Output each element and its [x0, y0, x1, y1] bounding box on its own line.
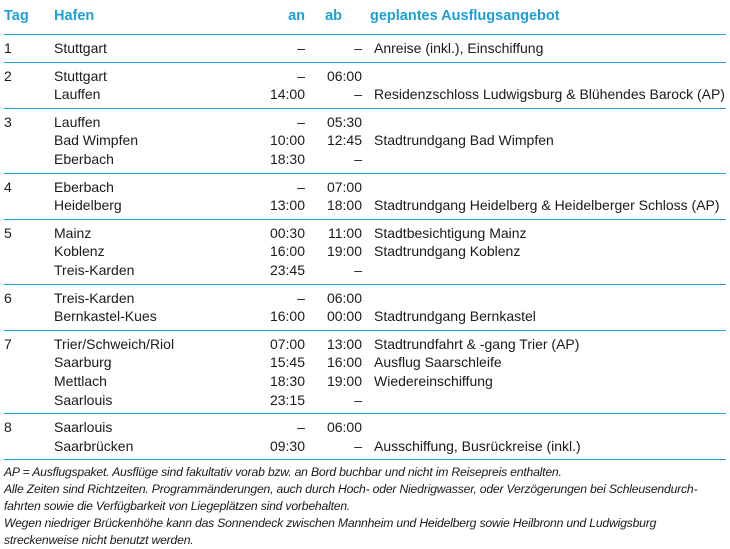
arrival-cell [254, 414, 307, 460]
departure-time: 19:00 [326, 243, 362, 260]
port-name: Mainz [54, 224, 92, 241]
port-name: Eberbach [54, 150, 114, 167]
excursion-cell [362, 108, 726, 173]
port-cell [54, 35, 254, 63]
day-number-text: 5 [4, 224, 12, 241]
arrival-time: 23:45 [269, 261, 305, 278]
departure-cell [307, 330, 362, 413]
header-ab: ab [307, 4, 362, 35]
day-number [4, 62, 54, 108]
footnote-line: fahrten sowie die Verfügbarkeit von Liegeplätzen sind vorbehalten. [4, 499, 351, 514]
excursion-text: Ausflug Saarschleife [374, 354, 502, 371]
departure-cell [307, 173, 362, 219]
day-row [4, 62, 726, 108]
departure-time: – [354, 391, 362, 408]
excursion-text: Stadtrundgang Koblenz [374, 243, 521, 260]
day-number-text: 4 [4, 178, 12, 195]
excursion-text: Stadtrundfahrt & -gang Trier (AP) [374, 335, 580, 352]
departure-time: – [354, 150, 362, 167]
departure-time: 11:00 [328, 224, 362, 241]
port-name: Mettlach [54, 372, 107, 389]
arrival-time: – [297, 40, 305, 56]
port-cell [54, 173, 254, 219]
day-row [4, 414, 726, 460]
departure-time: 13:00 [326, 335, 362, 352]
excursion-text [374, 418, 726, 437]
port-name: Trier/Schweich/Riol [54, 335, 175, 352]
header-row [4, 4, 726, 35]
arrival-time: 18:30 [269, 150, 305, 167]
departure-cell [307, 284, 362, 330]
departure-time: – [354, 40, 362, 56]
port-name: Saarbrücken [54, 437, 134, 454]
arrival-time: 07:00 [269, 335, 305, 352]
arrival-time: 15:45 [269, 354, 305, 371]
port-cell [54, 108, 254, 173]
excursion-cell [362, 173, 726, 219]
port-cell [54, 62, 254, 108]
day-row [4, 284, 726, 330]
departure-cell [307, 414, 362, 460]
port-name: Bernkastel-Kues [54, 308, 157, 325]
arrival-cell [254, 330, 307, 413]
day-number [4, 35, 54, 63]
port-name: Treis-Karden [54, 289, 135, 306]
excursion-text: Anreise (inkl.), Einschiffung [374, 40, 544, 56]
departure-time: 07:00 [326, 178, 362, 195]
header-an: an [254, 4, 307, 35]
arrival-time: 18:30 [269, 372, 305, 389]
arrival-time: – [297, 67, 305, 84]
port-name: Saarlouis [54, 391, 113, 408]
day-row [4, 108, 726, 173]
arrival-cell [254, 173, 307, 219]
header-excursion: geplantes Ausflugsangebot [362, 4, 726, 35]
port-cell [54, 284, 254, 330]
port-name: Lauffen [54, 86, 101, 103]
excursion-text: Stadtrundgang Bernkastel [374, 308, 536, 325]
day-row [4, 173, 726, 219]
day-number [4, 330, 54, 413]
departure-time: 19:00 [326, 372, 362, 389]
excursion-text [374, 391, 726, 410]
departure-time: 06:00 [326, 289, 362, 306]
day-number [4, 173, 54, 219]
arrival-time: 16:00 [269, 308, 305, 325]
excursion-cell [362, 62, 726, 108]
arrival-time: 09:30 [269, 437, 305, 454]
itinerary-table [4, 4, 726, 460]
departure-time: 00:00 [326, 308, 362, 325]
arrival-time: – [297, 113, 305, 130]
excursion-cell [362, 284, 726, 330]
port-cell [54, 414, 254, 460]
day-number-text: 3 [4, 113, 12, 130]
day-number-text: 6 [4, 289, 12, 306]
footnote-line: streckenweise nicht benutzt werden. [4, 533, 194, 548]
day-number [4, 414, 54, 460]
itinerary-body [4, 35, 726, 460]
departure-time: 18:00 [326, 197, 362, 214]
day-number-text: 1 [4, 40, 12, 56]
excursion-cell [362, 219, 726, 284]
departure-cell [307, 62, 362, 108]
departure-time: 06:00 [326, 67, 362, 84]
footnotes [4, 464, 726, 549]
header-tag: Tag [4, 4, 54, 35]
port-name: Saarburg [54, 354, 112, 371]
arrival-cell [254, 35, 307, 63]
day-number-text: 7 [4, 335, 12, 352]
arrival-time: 13:00 [269, 197, 305, 214]
day-number [4, 108, 54, 173]
excursion-text [374, 150, 726, 169]
arrival-time: 10:00 [269, 132, 305, 149]
excursion-text: Stadtrundgang Bad Wimpfen [374, 132, 554, 149]
day-row [4, 35, 726, 63]
arrival-time: – [297, 178, 305, 195]
excursion-text [374, 261, 726, 280]
day-number [4, 284, 54, 330]
arrival-cell [254, 108, 307, 173]
departure-cell [307, 35, 362, 63]
departure-time: 16:00 [326, 354, 362, 371]
excursion-text: Stadtrundgang Heidelberg & Heidelberger Schloss (AP) [374, 197, 720, 214]
arrival-time: 16:00 [269, 243, 305, 260]
footnote-line: Wegen niedriger Brückenhöhe kann das Sonnendeck zwischen Mannheim und Heidelberg sowie Heilbronn und Ludwigsburg [4, 516, 657, 531]
arrival-time: – [297, 419, 305, 436]
arrival-time: 00:30 [269, 224, 305, 241]
excursion-text [374, 289, 726, 308]
departure-time: – [354, 261, 362, 278]
departure-time: – [354, 86, 362, 103]
excursion-text [374, 113, 726, 132]
port-name: Heidelberg [54, 197, 122, 214]
day-row [4, 219, 726, 284]
day-row [4, 330, 726, 413]
port-name: Lauffen [54, 113, 101, 130]
day-number-text: 2 [4, 67, 12, 84]
departure-time: 05:30 [326, 113, 362, 130]
excursion-text: Residenzschloss Ludwigsburg & Blühendes Barock (AP) [374, 86, 725, 103]
itinerary-container [4, 4, 726, 549]
arrival-cell [254, 284, 307, 330]
port-name: Koblenz [54, 243, 105, 260]
excursion-text: Wiedereinschiffung [374, 372, 493, 389]
footnote-line: AP = Ausflugspaket. Ausflüge sind fakultativ vorab bzw. an Bord buchbar und nicht im Reisepreis enthalten. [4, 465, 562, 480]
port-cell [54, 330, 254, 413]
port-name: Treis-Karden [54, 261, 135, 278]
arrival-time: – [297, 289, 305, 306]
port-name: Eberbach [54, 178, 114, 195]
footnote-line: Alle Zeiten sind Richtzeiten. Programmänderungen, auch durch Hoch- oder Niedrigwasser, oder Verzögerungen bei Schleusendurch- [4, 482, 698, 497]
arrival-time: 14:00 [269, 86, 305, 103]
day-number [4, 219, 54, 284]
port-name: Saarlouis [54, 419, 113, 436]
port-name: Stuttgart [54, 40, 107, 56]
port-name: Bad Wimpfen [54, 132, 139, 149]
port-cell [54, 219, 254, 284]
port-name: Stuttgart [54, 67, 107, 84]
departure-time: 06:00 [326, 419, 362, 436]
excursion-text: Ausschiffung, Busrückreise (inkl.) [374, 437, 581, 454]
header-hafen: Hafen [54, 4, 254, 35]
excursion-cell [362, 35, 726, 63]
arrival-cell [254, 219, 307, 284]
day-number-text: 8 [4, 419, 12, 436]
arrival-cell [254, 62, 307, 108]
departure-cell [307, 219, 362, 284]
departure-time: 12:45 [326, 132, 362, 149]
departure-time: – [354, 437, 362, 454]
excursion-cell [362, 330, 726, 413]
excursion-cell [362, 414, 726, 460]
excursion-text [374, 178, 726, 197]
excursion-text: Stadtbesichtigung Mainz [374, 224, 527, 241]
departure-cell [307, 108, 362, 173]
arrival-time: 23:15 [269, 391, 305, 408]
excursion-text [374, 67, 726, 86]
